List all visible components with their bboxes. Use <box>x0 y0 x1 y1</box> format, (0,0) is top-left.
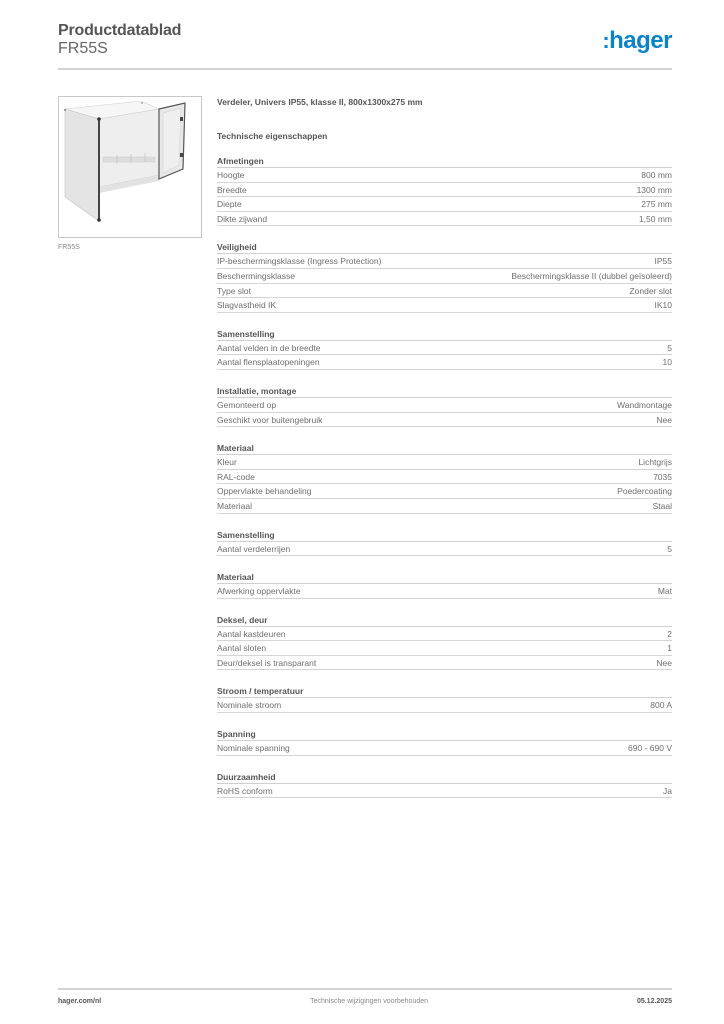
spec-row <box>217 698 672 713</box>
section-title: Spanning <box>217 727 672 741</box>
spec-value: Wandmontage <box>617 399 672 410</box>
spec-label: Hoogte <box>217 170 245 180</box>
page-footer <box>58 998 672 1005</box>
spec-value: 800 A <box>650 700 672 711</box>
spec-label: Geschikt voor buitengebruik <box>217 414 323 425</box>
spec-row <box>217 212 672 227</box>
spec-section <box>217 770 672 799</box>
spec-value: Poedercoating <box>617 486 672 497</box>
website-link[interactable]: hager.com/nl <box>58 998 102 1005</box>
spec-row <box>217 542 672 557</box>
spec-value: 2 <box>667 628 672 639</box>
spec-label: IP-beschermingsklasse (Ingress Protection) <box>217 256 382 267</box>
spec-value: Nee <box>656 414 672 425</box>
spec-label: Breedte <box>217 184 247 195</box>
spec-value: 1300 mm <box>636 184 672 195</box>
spec-row <box>217 284 672 299</box>
spec-row <box>217 197 672 212</box>
spec-value: 5 <box>667 543 672 554</box>
spec-label: Nominale stroom <box>217 700 282 711</box>
spec-content <box>217 96 672 798</box>
spec-row <box>217 784 672 799</box>
spec-section <box>217 384 672 427</box>
spec-value: IP55 <box>654 256 672 267</box>
spec-label: Aantal flensplaatopeningen <box>217 357 320 368</box>
spec-row <box>217 298 672 313</box>
spec-label: Gemonteerd op <box>217 399 277 410</box>
spec-row <box>217 641 672 656</box>
section-title: Duurzaamheid <box>217 770 672 784</box>
spec-row <box>217 470 672 485</box>
spec-row <box>217 183 672 198</box>
spec-sections <box>217 154 672 798</box>
spec-row <box>217 741 672 756</box>
product-description: Verdeler, Univers IP55, klasse II, 800x1300x275 mm <box>217 97 423 107</box>
spec-row <box>217 499 672 514</box>
spec-row <box>217 355 672 370</box>
spec-section <box>217 327 672 370</box>
spec-section <box>217 528 672 557</box>
spec-value: 800 mm <box>641 170 672 180</box>
disclaimer: Technische wijzigingen voorbehouden <box>310 998 429 1005</box>
spec-value: IK10 <box>654 300 672 311</box>
spec-label: Slagvastheid IK <box>217 300 277 311</box>
spec-value: 10 <box>662 357 672 368</box>
tech-properties-heading: Technische eigenschappen <box>217 131 328 141</box>
section-title: Afmetingen <box>217 154 672 168</box>
spec-value: 275 mm <box>641 199 672 210</box>
section-title: Samenstelling <box>217 528 672 542</box>
section-title: Samenstelling <box>217 327 672 341</box>
spec-label: Aantal kastdeuren <box>217 628 286 639</box>
spec-value: Ja <box>663 785 672 796</box>
spec-value: 5 <box>667 342 672 353</box>
image-caption: FR55S <box>58 244 80 251</box>
spec-section <box>217 240 672 312</box>
section-title: Deksel, deur <box>217 613 672 627</box>
spec-label: RoHS conform <box>217 785 273 796</box>
document-date: 05.12.2025 <box>636 998 672 1005</box>
spec-value: 1 <box>667 643 672 654</box>
spec-section <box>217 613 672 671</box>
spec-label: Afwerking oppervlakte <box>217 586 301 597</box>
spec-section <box>217 570 672 599</box>
product-code: FR55S <box>58 40 108 57</box>
spec-label: Aantal verdelerrijen <box>217 543 291 554</box>
spec-label: Nominale spanning <box>217 743 290 754</box>
spec-value: 7035 <box>653 471 672 482</box>
document-title: Productdatablad <box>58 22 182 39</box>
spec-row <box>217 168 672 183</box>
section-title: Materiaal <box>217 441 672 455</box>
spec-section <box>217 154 672 226</box>
spec-section <box>217 727 672 756</box>
spec-value: Nee <box>656 657 672 668</box>
spec-row <box>217 584 672 599</box>
spec-row <box>217 627 672 642</box>
spec-row <box>217 455 672 470</box>
logo-colon-icon: : <box>602 28 610 53</box>
spec-row <box>217 269 672 284</box>
spec-label: Kleur <box>217 457 237 468</box>
spec-value: Beschermingsklasse II (dubbel geïsoleerd) <box>511 270 672 281</box>
header-divider <box>58 68 672 70</box>
spec-label: Dikte zijwand <box>217 213 268 224</box>
spec-value: Mat <box>657 586 672 597</box>
spec-section <box>217 441 672 513</box>
section-title: Materiaal <box>217 570 672 584</box>
spec-value: Zonder slot <box>629 285 672 296</box>
spec-value: 690 - 690 V <box>628 743 672 754</box>
spec-row <box>217 254 672 269</box>
spec-row <box>217 398 672 413</box>
spec-label: Materiaal <box>217 500 252 511</box>
spec-value: 1,50 mm <box>638 213 672 224</box>
spec-row <box>217 413 672 428</box>
spec-label: Aantal sloten <box>217 643 267 654</box>
spec-label: Aantal velden in de breedte <box>217 342 321 353</box>
spec-row <box>217 484 672 499</box>
section-title: Veiligheid <box>217 240 672 254</box>
spec-label: RAL-code <box>217 471 255 482</box>
enclosure-cabinet-icon <box>59 97 201 237</box>
spec-row <box>217 341 672 356</box>
spec-row <box>217 656 672 671</box>
spec-label: Type slot <box>217 285 252 296</box>
spec-value: Staal <box>652 500 672 511</box>
spec-label: Oppervlakte behandeling <box>217 486 312 497</box>
page-header <box>58 22 672 70</box>
product-image <box>58 96 202 238</box>
spec-section <box>217 684 672 713</box>
spec-label: Diepte <box>217 199 242 210</box>
spec-value: Lichtgrijs <box>638 457 672 468</box>
spec-label: Deur/deksel is transparant <box>217 657 317 668</box>
hager-logo: :hager <box>602 27 672 54</box>
footer-divider <box>58 988 672 990</box>
section-title: Stroom / temperatuur <box>217 684 672 698</box>
spec-label: Beschermingsklasse <box>217 270 295 281</box>
section-title: Installatie, montage <box>217 384 672 398</box>
